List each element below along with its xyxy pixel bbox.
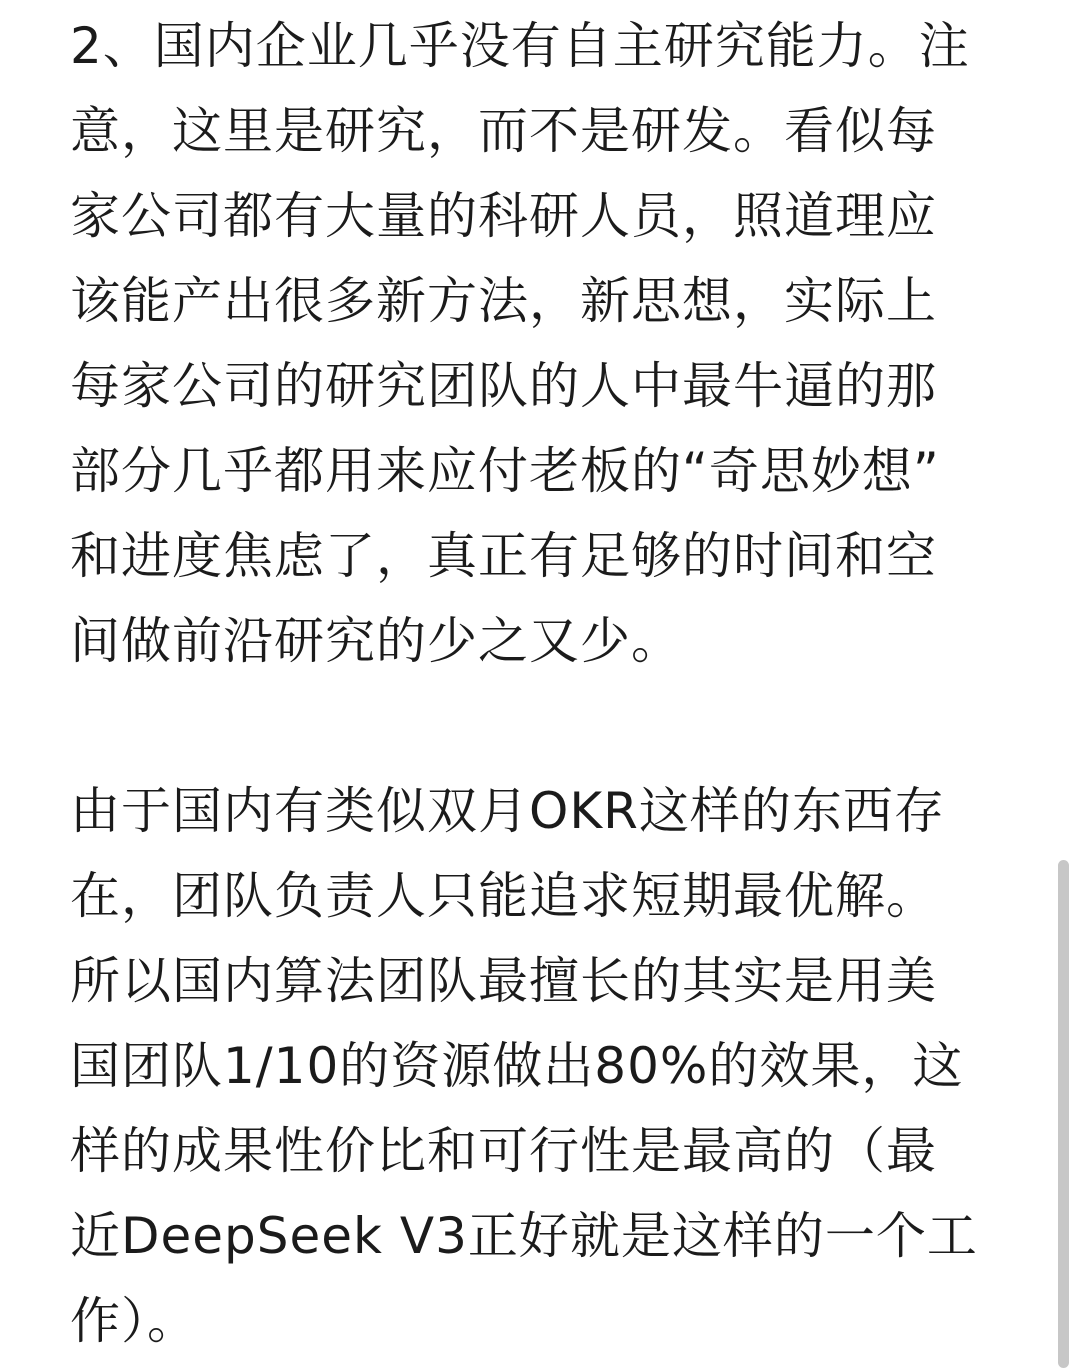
text-line: 意，这里是研究，而不是研发。看似每	[70, 102, 937, 160]
text-line: 2、国内企业几乎没有自主研究能力。注	[70, 17, 970, 75]
text-line: 在，团队负责人只能追求短期最优解。	[70, 867, 937, 925]
text-line: 间做前沿研究的少之又少。	[70, 612, 682, 670]
text-line: 由于国内有类似双月OKR这样的东西存	[70, 782, 945, 840]
vertical-scrollbar[interactable]	[1058, 860, 1069, 1368]
paragraph-2	[70, 769, 978, 1364]
text-line: 近DeepSeek V3正好就是这样的一个工	[70, 1207, 978, 1265]
text-line: 所以国内算法团队最擅长的其实是用美	[70, 952, 937, 1010]
paragraph-1	[70, 0, 970, 684]
text-line: 国团队1/10的资源做出80%的效果，这	[70, 1037, 964, 1095]
text-line: 每家公司的研究团队的人中最牛逼的那	[70, 357, 937, 415]
text-line: 该能产出很多新方法，新思想，实际上	[70, 272, 937, 330]
article-body	[70, 0, 978, 1364]
text-line: 家公司都有大量的科研人员，照道理应	[70, 187, 937, 245]
text-line: 部分几乎都用来应付老板的“奇思妙想”	[70, 442, 940, 500]
text-line: 和进度焦虑了，真正有足够的时间和空	[70, 527, 937, 585]
text-line: 样的成果性价比和可行性是最高的（最	[70, 1122, 937, 1180]
text-line: 作）。	[70, 1292, 198, 1350]
